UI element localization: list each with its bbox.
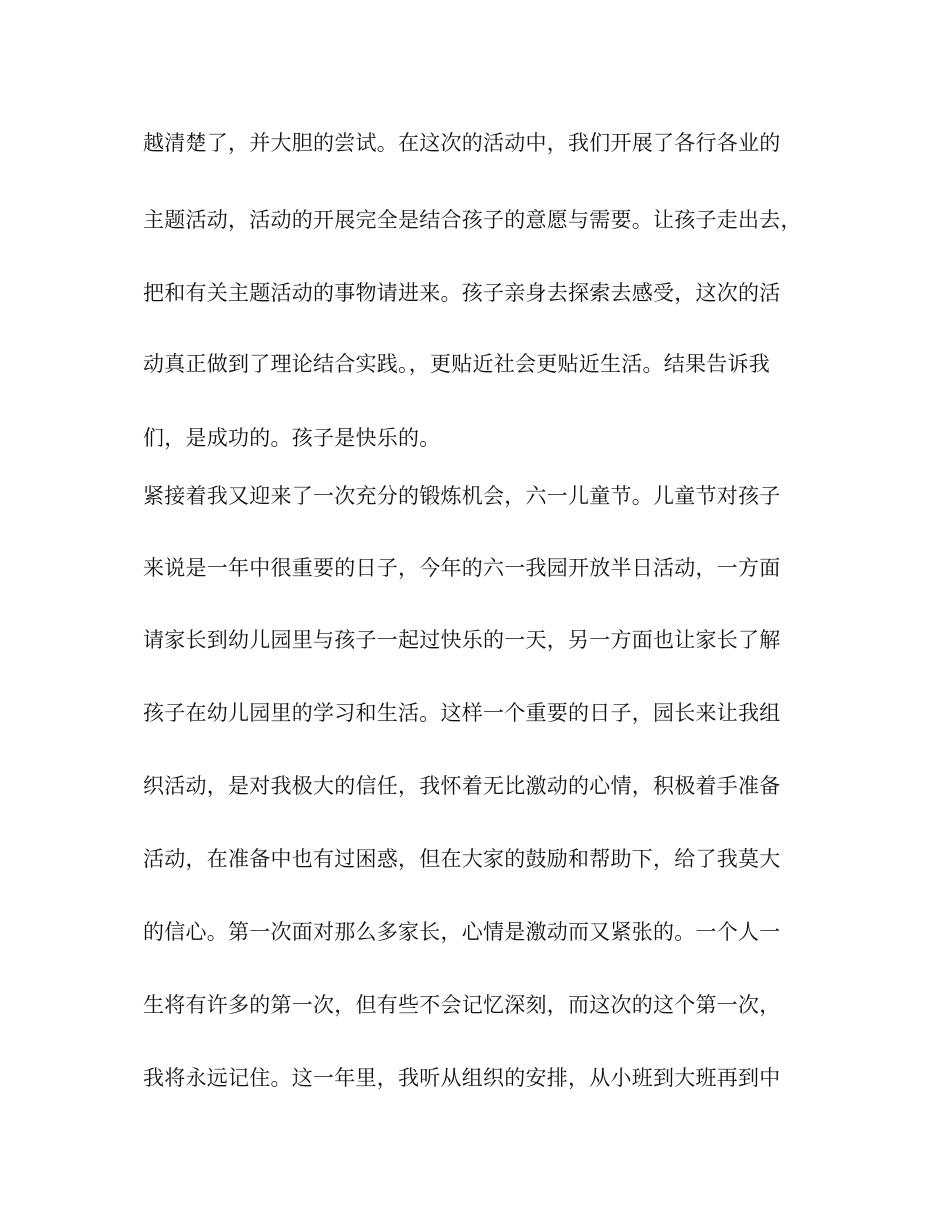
text-line: 动真正做到了理论结合实践。，更贴近社会更贴近生活。结果告诉我	[143, 352, 770, 376]
text-line: 活动，在准备中也有过困惑，但在大家的鼓励和帮助下，给了我莫大	[143, 847, 781, 871]
text-line: 把和有关主题活动的事物请进来。孩子亲身去探索去感受，这次的活	[143, 281, 781, 305]
text-line: 主题活动，活动的开展完全是结合孩子的意愿与需要。让孩子走出去，	[143, 208, 802, 232]
text-line: 紧接着我又迎来了一次充分的锻炼机会，六一儿童节。儿童节对孩子	[143, 484, 781, 508]
text-line: 们，是成功的。孩子是快乐的。	[143, 426, 441, 450]
text-line: 我将永远记住。这一年里，我听从组织的安排，从小班到大班再到中	[143, 1066, 781, 1090]
text-line: 孩子在幼儿园里的学习和生活。这样一个重要的日子，园长来让我组	[143, 701, 781, 725]
text-line: 请家长到幼儿园里与孩子一起过快乐的一天，另一方面也让家长了解	[143, 628, 781, 652]
text-line: 的信心。第一次面对那么多家长，心情是激动而又紧张的。一个人一	[143, 920, 781, 944]
text-line: 生将有许多的第一次，但有些不会记忆深刻，而这次的这个第一次，	[143, 993, 781, 1017]
text-line: 越清楚了，并大胆的尝试。在这次的活动中，我们开展了各行各业的	[143, 131, 781, 155]
text-line: 织活动，是对我极大的信任，我怀着无比激动的心情，积极着手准备	[143, 774, 781, 798]
text-line: 来说是一年中很重要的日子，今年的六一我园开放半日活动，一方面	[143, 556, 781, 580]
